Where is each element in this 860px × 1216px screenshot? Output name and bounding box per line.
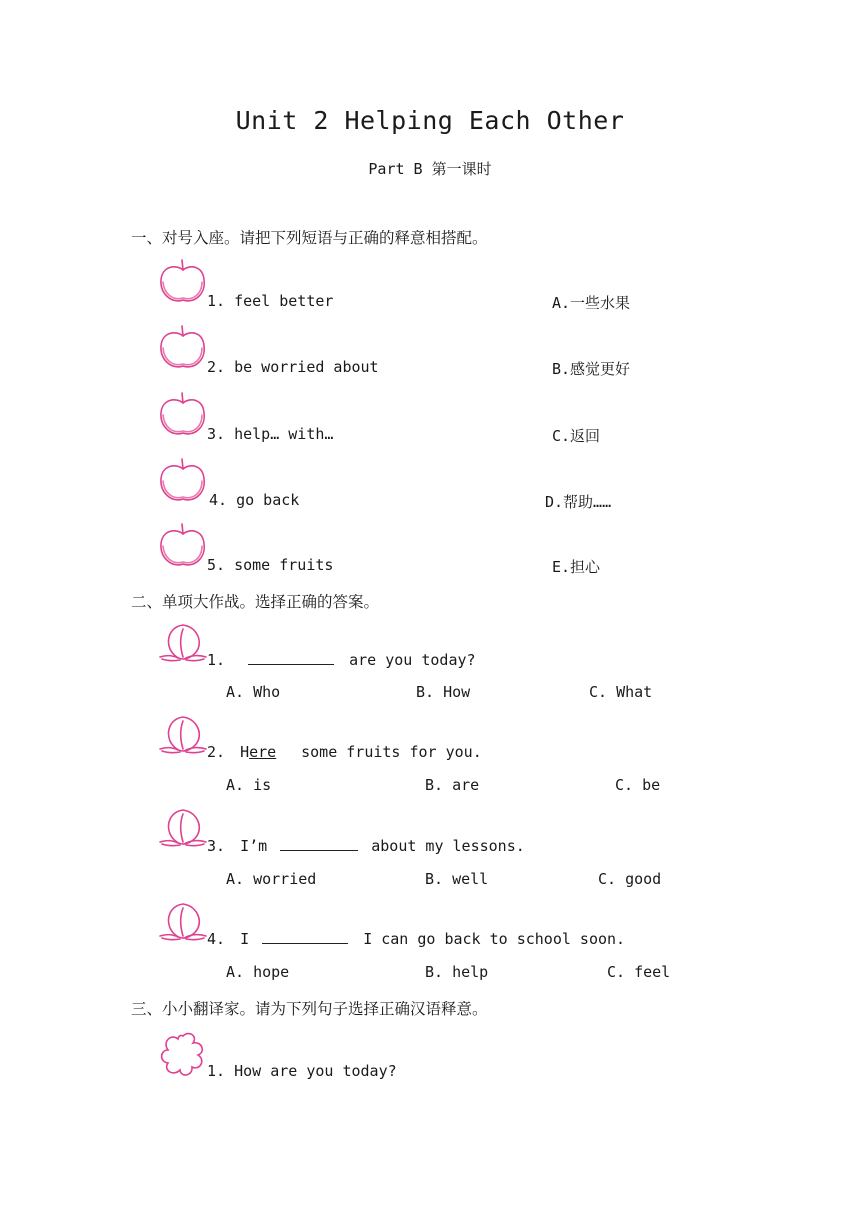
question-item [207,650,476,669]
question-item [207,929,625,948]
question-number: 2. [207,743,226,761]
peach-icon [158,713,208,755]
option-b[interactable]: B. well [425,870,489,888]
question-text: about my lessons. [371,837,525,855]
answer-blank[interactable] [248,650,334,665]
answer-blank-filled[interactable]: ere [249,743,277,761]
section3-heading: 三、小小翻译家。请为下列句子选择正确汉语释意。 [131,1000,488,1018]
question-text-before: I [240,930,250,948]
meaning-option[interactable]: D.帮助…… [545,493,612,511]
question-item: 1. How are you today? [207,1062,397,1080]
question-text: I can go back to school soon. [363,930,626,948]
peach-icon [158,900,208,942]
answer-blank[interactable] [280,836,358,851]
phrase-item: 1. feel better [207,292,334,310]
apple-icon [158,457,208,505]
option-c[interactable]: C. be [615,776,661,794]
apple-icon [158,391,208,439]
question-text: are you today? [349,651,476,669]
question-number: 1. [207,651,226,669]
option-c[interactable]: C. feel [607,963,671,981]
phrase-item: 4. go back [209,491,300,509]
phrase-item: 2. be worried about [207,358,379,376]
phrase-item: 3. help… with… [207,425,334,443]
question-number: 4. [207,930,226,948]
option-a[interactable]: A. is [226,776,272,794]
apple-icon [158,522,208,570]
question-text: some fruits for you. [301,743,482,761]
question-item [207,743,482,761]
question-number: 3. [207,837,226,855]
phrase-item: 5. some fruits [207,556,334,574]
answer-blank[interactable] [262,929,348,944]
option-b[interactable]: B. help [425,963,489,981]
question-item [207,836,525,855]
question-text-before: I’m [240,837,268,855]
option-b[interactable]: B. are [425,776,480,794]
flower-icon [158,1030,208,1078]
meaning-option[interactable]: E.担心 [552,558,601,576]
option-a[interactable]: A. Who [226,683,281,701]
option-a[interactable]: A. hope [226,963,290,981]
section2-heading: 二、单项大作战。选择正确的答案。 [131,593,380,611]
option-b[interactable]: B. How [416,683,471,701]
apple-icon [158,324,208,372]
page-subtitle: Part B 第一课时 [368,160,492,178]
meaning-option[interactable]: B.感觉更好 [552,360,631,378]
question-text-before: H [240,743,250,761]
option-c[interactable]: C. good [598,870,662,888]
peach-icon [158,806,208,848]
meaning-option[interactable]: A.一些水果 [552,294,631,312]
peach-icon [158,621,208,663]
apple-icon [158,258,208,306]
section1-heading: 一、对号入座。请把下列短语与正确的释意相搭配。 [131,229,488,247]
meaning-option[interactable]: C.返回 [552,427,601,445]
page-title: Unit 2 Helping Each Other [235,106,625,135]
option-c[interactable]: C. What [589,683,653,701]
option-a[interactable]: A. worried [226,870,317,888]
